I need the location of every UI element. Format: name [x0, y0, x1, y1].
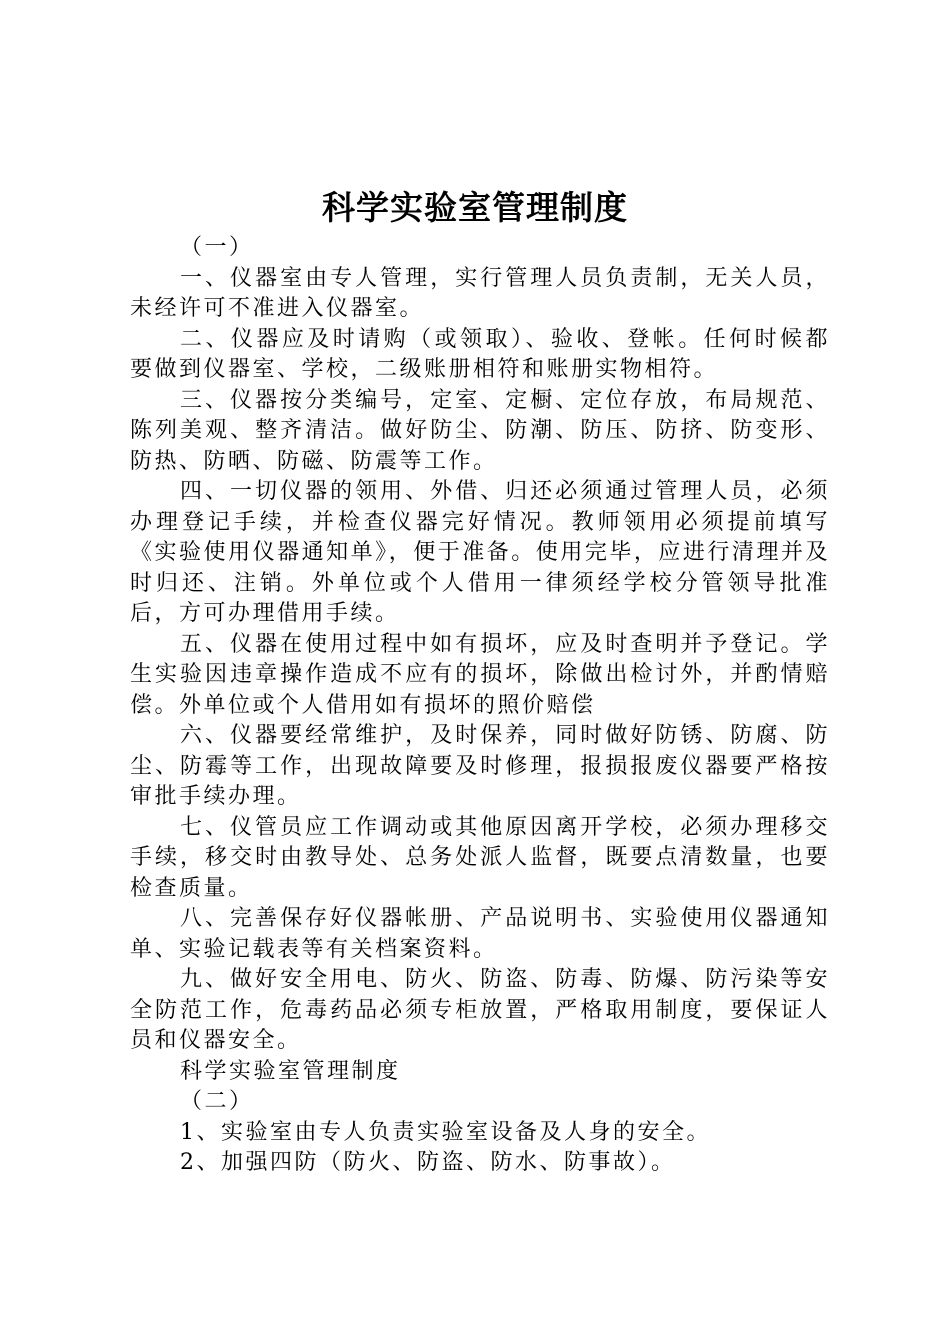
rule-item-part2-2: 2、加强四防（防火、防盗、防水、防事故）。 — [180, 1150, 676, 1175]
section-label-part2: （二） — [180, 1089, 254, 1114]
section-label-part1: （一） — [180, 235, 254, 260]
rule-paragraph-8: 八、完善保存好仪器帐册、产品说明书、实验使用仪器通知单、实验记载表等有关档案资料。 — [130, 906, 830, 962]
rule-paragraph-7: 七、仪管员应工作调动或其他原因离开学校，必须办理移交手续，移交时由教导处、总务处派人监督，既要点清数量，也要检查质量。 — [130, 814, 830, 901]
rule-paragraph-3: 三、仪器按分类编号，定室、定橱、定位存放，布局规范、陈列美观、整齐清洁。做好防尘、防潮、防压、防挤、防变形、防热、防晒、防磁、防震等工作。 — [130, 387, 830, 474]
rule-paragraph-5: 五、仪器在使用过程中如有损坏，应及时查明并予登记。学生实验因违章操作造成不应有的损坏，除做出检讨外，并酌情赔偿。外单位或个人借用如有损坏的照价赔偿 — [130, 631, 830, 718]
document-title: 科学实验室管理制度 — [322, 188, 628, 227]
rule-paragraph-4: 四、一切仪器的领用、外借、归还必须通过管理人员，必须办理登记手续，并检查仪器完好情况。教师领用必须提前填写《实验使用仪器通知单》，便于准备。使用完毕，应进行清理并及时归还、注销。外单位或个人借用一律须经学校分管领导批准后，方可办理借用手续。 — [130, 479, 830, 626]
rule-paragraph-9: 九、做好安全用电、防火、防盗、防毒、防爆、防污染等安全防范工作，危毒药品必须专柜放置，严格取用制度，要保证人员和仪器安全。 — [130, 967, 830, 1053]
document-body — [130, 233, 830, 1179]
section-heading-repeat: 科学实验室管理制度 — [180, 1058, 401, 1084]
rule-item-part2-1: 1、实验室由专人负责实验室设备及人身的安全。 — [180, 1119, 711, 1145]
rule-paragraph-2: 二、仪器应及时请购（或领取）、验收、登帐。任何时候都要做到仪器室、学校，二级账册相符和账册实物相符。 — [130, 326, 830, 382]
rule-paragraph-6: 六、仪器要经常维护，及时保养，同时做好防锈、防腐、防尘、防霉等工作，出现故障要及时修理，报损报废仪器要严格按审批手续办理。 — [130, 723, 830, 809]
rule-paragraph-1: 一、仪器室由专人管理，实行管理人员负责制，无关人员，未经许可不准进入仪器室。 — [130, 265, 830, 321]
